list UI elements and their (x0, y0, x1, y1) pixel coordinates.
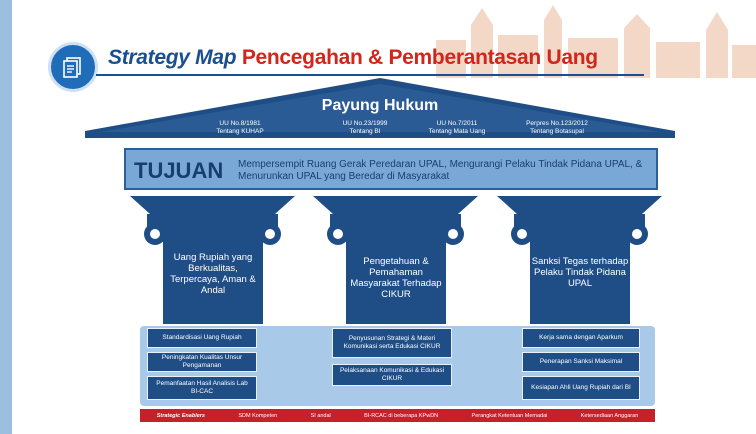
program-box: Penerapan Sanksi Maksimal (522, 352, 640, 372)
law-item (492, 120, 622, 136)
tujuan-label: TUJUAN (134, 158, 224, 183)
program-box: Kerja sama dengan Aparkum (522, 328, 640, 348)
enabler-item: SI andal (310, 412, 331, 419)
law-number: Perpres No.123/2012 (526, 120, 588, 127)
page-title (108, 46, 598, 70)
enabler-item: Ketersediaan Anggaran (580, 412, 639, 419)
program-box: Penyusunan Strategi & Materi Komunikasi serta Edukasi CIKUR (332, 328, 452, 358)
tujuan-text: Mempersempit Ruang Gerak Peredaran UPAL, Mengurangi Pelaku Tindak Pidana UPAL, & Menurunkan UPAL yang Beredar di Masyarakat (238, 159, 643, 182)
pillar-text: Pengetahuan & Pemahaman Masyarakat Terhadap CIKUR (350, 256, 442, 300)
enabler-item: SDM Kompeten (238, 412, 278, 419)
law-number: UU No.8/1981 (219, 120, 261, 127)
strategic-enablers-bar (140, 409, 655, 422)
program-box: Kesiapan Ahli Uang Rupiah dari BI (522, 376, 640, 400)
enabler-item: BI-RCAC di beberapa KPwDN (364, 412, 439, 419)
program-box: Peningkatan Kualitas Unsur Pengamanan (147, 352, 257, 372)
law-subject: Tentang BI (349, 128, 381, 135)
program-box: Pelaksanaan Komunikasi & Edukasi CIKUR (332, 364, 452, 386)
pillar-text: Sanksi Tegas terhadap Pelaku Tindak Pidana UPAL (531, 256, 629, 289)
law-subject: Tentang Botasupal (530, 128, 584, 135)
tujuan-beam (124, 148, 658, 190)
left-accent-bar (0, 0, 12, 434)
roof-title: Payung Hukum (321, 97, 439, 114)
program-box: Standardisasi Uang Rupiah (147, 328, 257, 348)
program-box: Pemanfaatan Hasil Analisis Lab BI-CAC (147, 376, 257, 400)
enablers-label: Strategic Enablers (156, 412, 205, 419)
law-item (175, 120, 305, 136)
law-subject: Tentang Mata Uang (428, 128, 486, 135)
law-number: UU No.23/1999 (342, 120, 388, 127)
title-part-topic: Pencegahan & Pemberantasan Uang (241, 46, 598, 69)
title-part-strategy-map: Strategy Map (108, 46, 237, 69)
law-subject: Tentang KUHAP (216, 128, 264, 135)
law-number: UU No.7/2011 (436, 120, 478, 127)
enabler-item: Perangkat Ketentuan Memadai (471, 412, 548, 419)
pillar-text: Uang Rupiah yang Berkualitas, Terpercaya, Aman & Andal (170, 252, 256, 296)
